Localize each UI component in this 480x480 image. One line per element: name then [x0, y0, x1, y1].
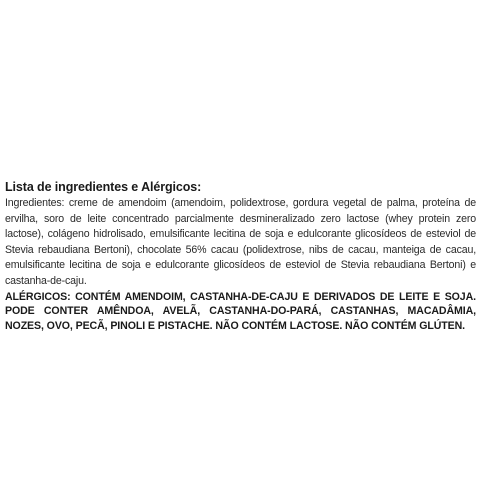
allergens-text: ALÉRGICOS: CONTÉM AMENDOIM, CASTANHA-DE-CAJU E DERIVADOS DE LEITE E SOJA. PODE CONTER AMÊNDOA, AVELÃ, CASTANHA-DO-PARÁ, CASTANHAS, MACADÂMIA, NOZES, OVO, PECÃ, PINOLI E PISTACHE. NÃO CONTÉM LACTOSE. NÃO CONTÉM GLÚTEN. [5, 290, 476, 333]
ingredients-text: Ingredientes: creme de amendoim (amendoim, polidextrose, gordura vegetal de palma, proteína de ervilha, soro de leite concentrado parcialmente desmineralizado zero lactose (whey protein zero lactose), colágeno hidrolisado, emulsificante lecitina de soja e edulcorante glicosídeos de esteviol de Stevia rebaudiana Bertoni), chocolate 56% cacau (polidextrose, nibs de cacau, manteiga de cacau, emulsificante lecitina de soja e edulcorante glicosídeos de esteviol de Stevia rebaudiana Bertoni) e castanha-de-caju. [5, 197, 476, 287]
label-title: Lista de ingredientes e Alérgicos: [5, 180, 202, 194]
